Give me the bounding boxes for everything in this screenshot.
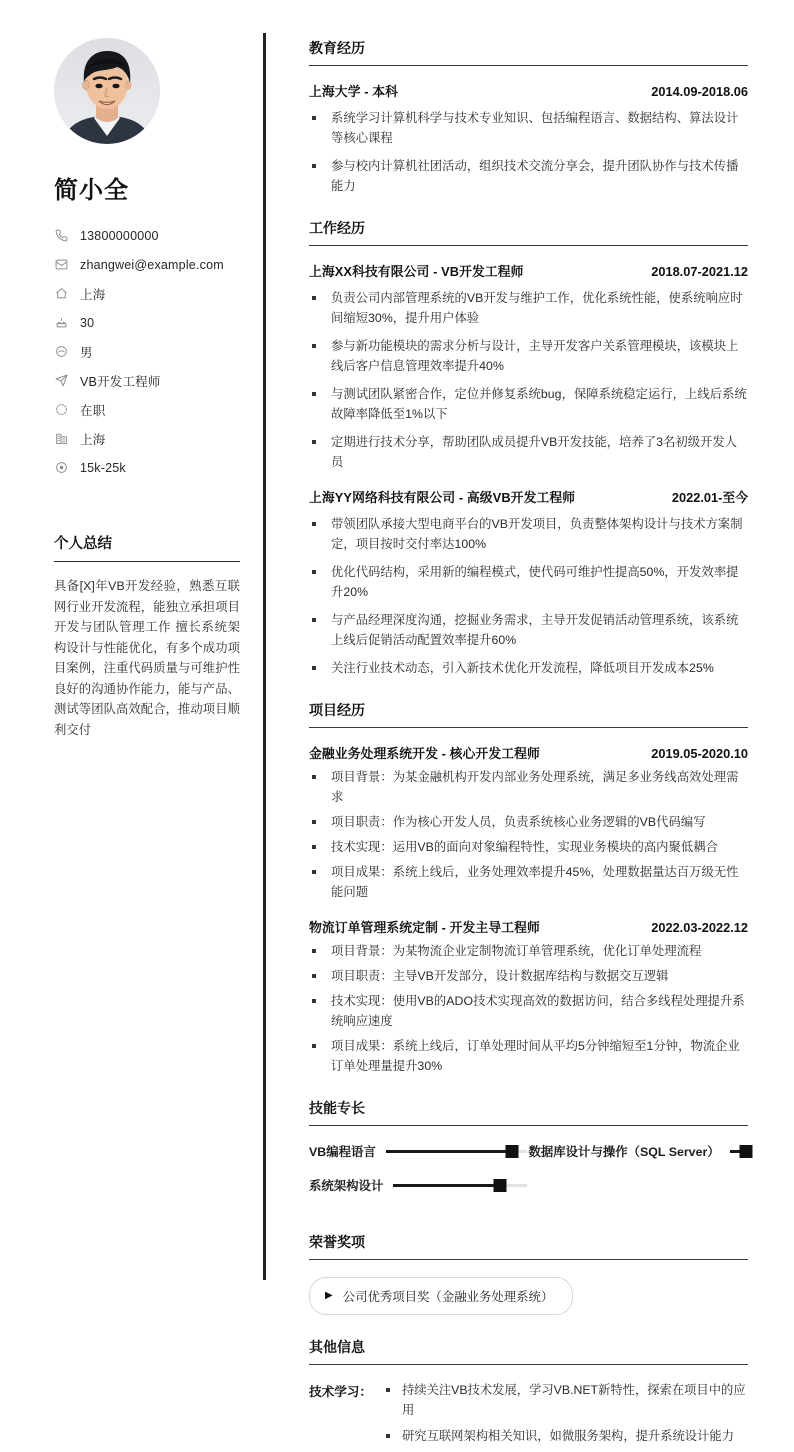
project-entry (309, 743, 748, 902)
education-bullets (309, 108, 748, 196)
list-item: 技术实现：使用VB的ADO技术实现高效的数据访问，结合多线程处理提升系统响应速度 (309, 991, 748, 1031)
person-name: 简小全 (54, 177, 129, 204)
contact-item-status (54, 397, 230, 422)
list-item: 项目背景：为某金融机构开发内部业务处理系统，满足多业务线高效处理需求 (309, 767, 748, 807)
section-skills (309, 1098, 748, 1210)
list-item: 参与新功能模块的需求分析与设计，主导开发客户关系管理模块，该模块上线后客户信息管理效率提升40% (309, 336, 748, 376)
skill-fill (386, 1150, 513, 1153)
skill-slider[interactable] (393, 1184, 526, 1187)
contact-value-status: 在职 (80, 403, 106, 418)
contact-item-salary (54, 455, 230, 480)
education-entry (309, 81, 748, 196)
contact-value-city: 上海 (80, 432, 106, 447)
skill-knob[interactable] (506, 1145, 519, 1158)
other-group (309, 1380, 748, 1452)
building-icon (54, 431, 69, 446)
list-item: 带领团队承接大型电商平台的VB开发项目，负责整体架构设计与技术方案制定，项目按时交付率达100% (309, 514, 748, 554)
list-item: 系统学习计算机科学与技术专业知识、包括编程语言、数据结构、算法设计等核心课程 (309, 108, 748, 148)
contact-value-position: VB开发工程师 (80, 374, 161, 389)
contact-value-phone: 13800000000 (80, 228, 159, 243)
project-entry-head (309, 917, 748, 936)
project-entry-title: 金融业务处理系统开发 - 核心开发工程师 (309, 746, 540, 761)
other-group-label: 技术学习： (309, 1385, 372, 1399)
home-icon (54, 286, 69, 301)
list-item: 定期进行技术分享，帮助团队成员提升VB开发技能，培养了3名初级开发人员 (309, 432, 748, 472)
section-other (309, 1337, 748, 1452)
section-honors (309, 1232, 748, 1315)
contact-item-phone (54, 223, 230, 248)
work-entry-head (309, 261, 748, 280)
list-item: 参与校内计算机社团活动，组织技术交流分享会，提升团队协作与技术传播能力 (309, 156, 748, 196)
main-content (264, 0, 794, 1443)
skill-label: VB编程语言 (309, 1145, 376, 1159)
list-item: 负责公司内部管理系统的VB开发与维护工作，优化系统性能，使系统响应时间缩短30%，提升用户体验 (309, 288, 748, 328)
education-entry-date: 2014.09-2018.06 (651, 84, 748, 99)
contact-list (54, 223, 230, 480)
contact-item-location (54, 281, 230, 306)
contact-value-location: 上海 (80, 287, 106, 302)
section-title-honors: 荣誉奖项 (309, 1232, 748, 1260)
skill-label: 系统架构设计 (309, 1179, 384, 1193)
contact-item-position (54, 368, 230, 393)
sidebar (0, 0, 264, 1314)
skill-row (529, 1142, 749, 1160)
honor-chip[interactable] (309, 1277, 573, 1315)
section-title-skills: 技能专长 (309, 1098, 748, 1126)
contact-value-salary: 15k-25k (80, 460, 126, 475)
refresh-icon (54, 402, 69, 417)
contact-item-city (54, 426, 230, 451)
contact-item-email (54, 252, 230, 277)
list-item: 项目职责：主导VB开发部分，设计数据库结构与数据交互逻辑 (309, 966, 748, 986)
work-entry-date: 2018.07-2021.12 (651, 264, 748, 279)
list-item: 与测试团队紧密合作，定位并修复系统bug，保障系统稳定运行，上线后系统故障率降低至1%以下 (309, 384, 748, 424)
list-item: 项目职责：作为核心开发人员，负责系统核心业务逻辑的VB代码编写 (309, 812, 748, 832)
list-item: 项目成果：系统上线后，业务处理效率提升45%，处理数据量达百万级无性能问题 (309, 862, 748, 902)
play-arrow-icon: ▶ (325, 1290, 333, 1301)
section-projects (309, 700, 748, 1076)
work-bullets (309, 514, 748, 678)
work-entry (309, 487, 748, 678)
list-item: 关注行业技术动态，引入新技术优化开发流程，降低项目开发成本25% (309, 658, 748, 678)
skill-label: 数据库设计与操作（SQL Server） (528, 1145, 720, 1159)
skills-grid (309, 1142, 748, 1210)
contact-value-gender: 男 (80, 345, 93, 360)
list-item: 持续关注VB技术发展，学习VB.NET新特性，探索在项目中的应用 (380, 1380, 748, 1420)
skill-row (309, 1176, 529, 1194)
skill-knob[interactable] (739, 1145, 752, 1158)
paper-plane-icon (54, 373, 69, 388)
section-education (309, 38, 748, 196)
project-entry (309, 917, 748, 1076)
work-entry-head (309, 487, 748, 506)
list-item: 优化代码结构，采用新的编程模式，使代码可维护性提高50%，开发效率提升20% (309, 562, 748, 602)
other-bullets (372, 1380, 748, 1452)
project-entry-date: 2019.05-2020.10 (651, 746, 748, 761)
contact-item-age (54, 310, 230, 335)
coin-icon (54, 460, 69, 475)
education-entry-title: 上海大学 - 本科 (309, 84, 399, 99)
section-title-work: 工作经历 (309, 218, 748, 246)
contact-item-gender (54, 339, 230, 364)
list-item: 技术实现：运用VB的面向对象编程特性，实现业务模块的高内聚低耦合 (309, 837, 748, 857)
list-item: 项目成果：系统上线后，订单处理时间从平均5分钟缩短至1分钟，物流企业订单处理量提升30% (309, 1036, 748, 1076)
work-bullets (309, 288, 748, 472)
section-title-other: 其他信息 (309, 1337, 748, 1365)
list-item: 项目背景：为某物流企业定制物流订单管理系统，优化订单处理流程 (309, 941, 748, 961)
skill-fill (393, 1184, 500, 1187)
section-work (309, 218, 748, 678)
work-entry-date: 2022.01-至今 (671, 490, 748, 505)
column-divider (263, 33, 266, 1280)
avatar (54, 38, 160, 144)
section-title-education: 教育经历 (309, 38, 748, 66)
contact-value-email: zhangwei@example.com (80, 257, 224, 272)
list-item: 研究互联网架构相关知识，如微服务架构，提升系统设计能力 (380, 1426, 748, 1446)
list-item: 与产品经理深度沟通，挖掘业务需求，主导开发促销活动管理系统，该系统上线后促销活动配置效率提升60% (309, 610, 748, 650)
contact-value-age: 30 (80, 315, 95, 330)
cake-icon (54, 315, 69, 330)
education-entry-head (309, 81, 748, 100)
summary-text: 具备[X]年VB开发经验，熟悉互联网行业开发流程，能独立承担项目开发与团队管理工作 擅长系统架构设计与性能优化，有多个成功项目案例，注重代码质量与可维护性 良好的沟通协作能力，能与产品、测试等团队高效配合，推动项目顺利交付 (54, 579, 240, 737)
work-entry-title: 上海XX科技有限公司 - VB开发工程师 (309, 264, 524, 279)
section-title-projects: 项目经历 (309, 700, 748, 728)
skill-row (309, 1142, 529, 1160)
phone-icon (54, 228, 69, 243)
project-entry-title: 物流订单管理系统定制 - 开发主导工程师 (309, 920, 540, 935)
project-entry-date: 2022.03-2022.12 (651, 920, 748, 935)
work-entry-title: 上海YY网络科技有限公司 - 高级VB开发工程师 (309, 490, 576, 505)
project-entry-head (309, 743, 748, 762)
summary-section (54, 532, 240, 740)
summary-title: 个人总结 (54, 532, 240, 562)
skill-slider[interactable] (730, 1150, 748, 1153)
honor-text: 公司优秀项目奖（金融业务处理系统） (342, 1290, 554, 1304)
skill-knob[interactable] (493, 1179, 506, 1192)
project-bullets (309, 941, 748, 1076)
project-bullets (309, 767, 748, 902)
work-entry (309, 261, 748, 472)
skill-slider[interactable] (386, 1150, 527, 1153)
envelope-icon (54, 257, 69, 272)
gender-icon (54, 344, 69, 359)
